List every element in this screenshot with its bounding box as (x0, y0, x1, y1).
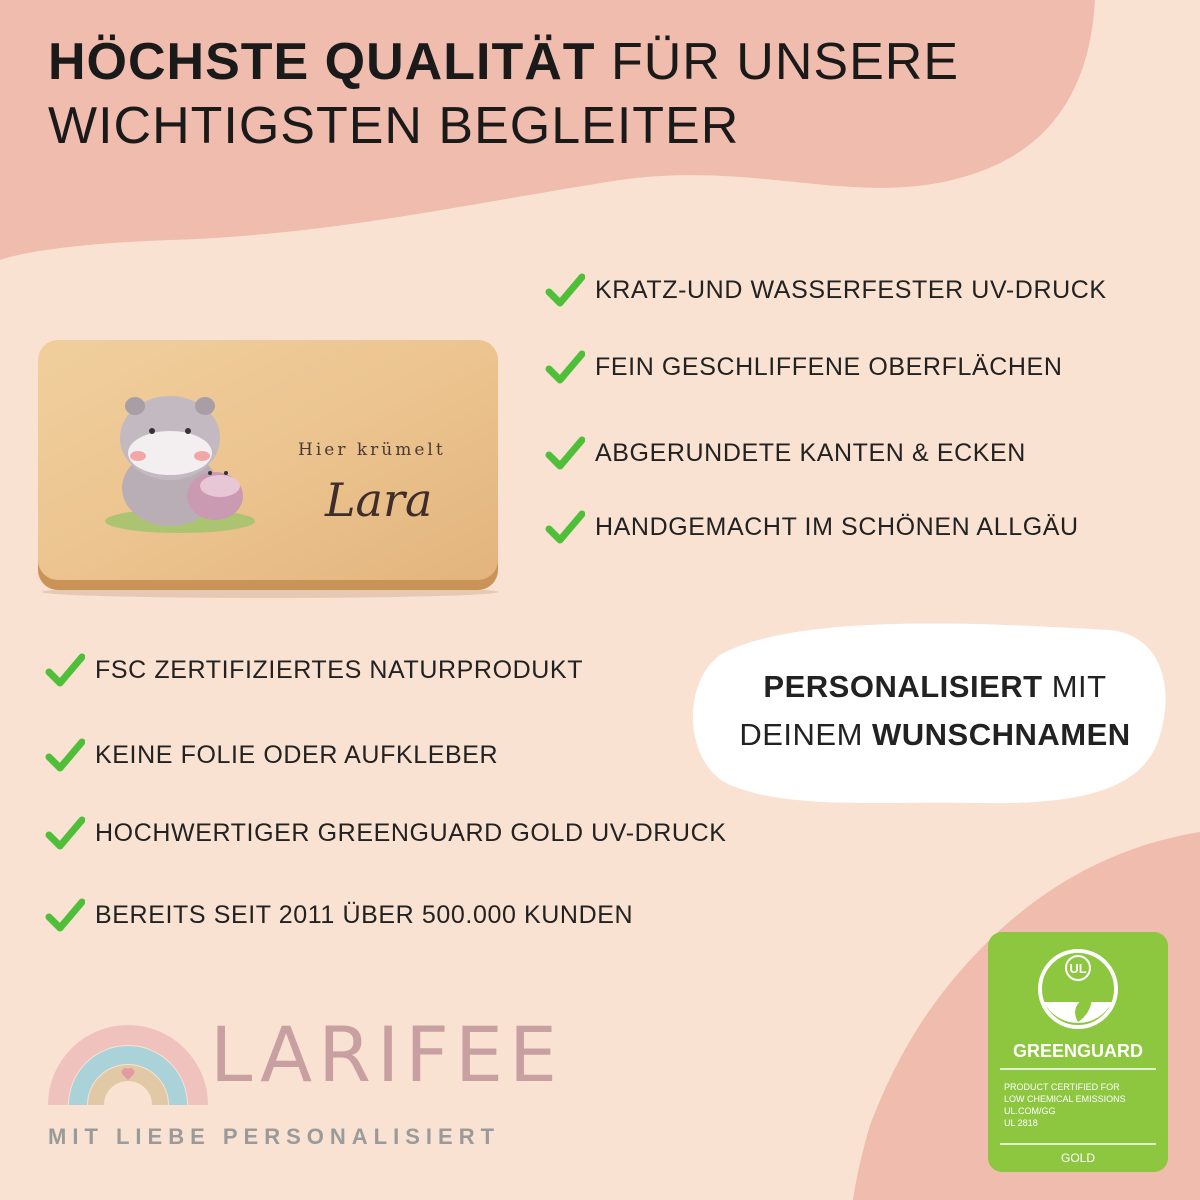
check-icon (45, 735, 85, 775)
feature-text: BEREITS SEIT 2011 ÜBER 500.000 KUNDEN (95, 900, 634, 929)
check-icon (45, 895, 85, 935)
ul-logo: UL (1069, 961, 1087, 976)
bubble-text (680, 663, 1190, 759)
feature-text: ABGERUNDETE KANTEN & ECKEN (595, 438, 1026, 467)
bubble-regular-2: DEINEM (739, 717, 873, 752)
headline-regular: FÜR UNSERE (595, 33, 960, 91)
bubble-bold-2: WUNSCHNAMEN (872, 717, 1131, 752)
badge-cert-4: UL 2818 (1004, 1118, 1038, 1128)
brand-tagline: MIT LIEBE PERSONALISIERT (48, 1124, 501, 1149)
feature-left-2 (45, 730, 498, 780)
feature-text: HANDGEMACHT IM SCHÖNEN ALLGÄU (595, 512, 1079, 541)
feature-left-1 (45, 645, 583, 695)
badge-title: GREENGUARD (1012, 1041, 1144, 1061)
feature-text: FSC ZERTIFIZIERTES NATURPRODUKT (95, 655, 584, 684)
headline-bold: HÖCHSTE QUALITÄT (48, 33, 596, 91)
brand-name: LARIFEE (210, 1010, 564, 1099)
check-icon (545, 507, 585, 547)
feature-right-3 (545, 428, 1026, 478)
board-name: Lara (325, 473, 433, 527)
check-icon (45, 813, 85, 853)
feature-text: FEIN GESCHLIFFENE OBERFLÄCHEN (595, 352, 1063, 381)
wooden-board (30, 338, 500, 600)
feature-right-4 (545, 502, 1079, 552)
check-icon (545, 270, 585, 310)
feature-left-4 (45, 890, 633, 940)
check-icon (545, 347, 585, 387)
bubble-bold-1: PERSONALISIERT (763, 669, 1043, 704)
greenguard-badge (988, 932, 1168, 1172)
check-icon (545, 433, 585, 473)
check-icon (45, 650, 85, 690)
badge-cert-2: LOW CHEMICAL EMISSIONS (1004, 1094, 1126, 1104)
feature-right-1 (545, 265, 1107, 315)
badge-cert-1: PRODUCT CERTIFIED FOR (1004, 1082, 1120, 1092)
feature-text: KRATZ-UND WASSERFESTER UV-DRUCK (595, 275, 1107, 304)
board-label: Hier krümelt (298, 440, 446, 460)
rainbow-logo (48, 1000, 208, 1110)
badge-level: GOLD (1060, 1151, 1096, 1165)
feature-text: HOCHWERTIGER GREENGUARD GOLD UV-DRUCK (95, 818, 727, 847)
headline (48, 30, 959, 158)
bubble-regular-1: MIT (1042, 669, 1107, 704)
feature-right-2 (545, 342, 1062, 392)
feature-text: KEINE FOLIE ODER AUFKLEBER (95, 740, 499, 769)
badge-cert-3: UL.COM/GG (1004, 1106, 1056, 1116)
headline-line2: WICHTIGSTEN BEGLEITER (48, 97, 740, 155)
feature-left-3 (45, 808, 727, 858)
